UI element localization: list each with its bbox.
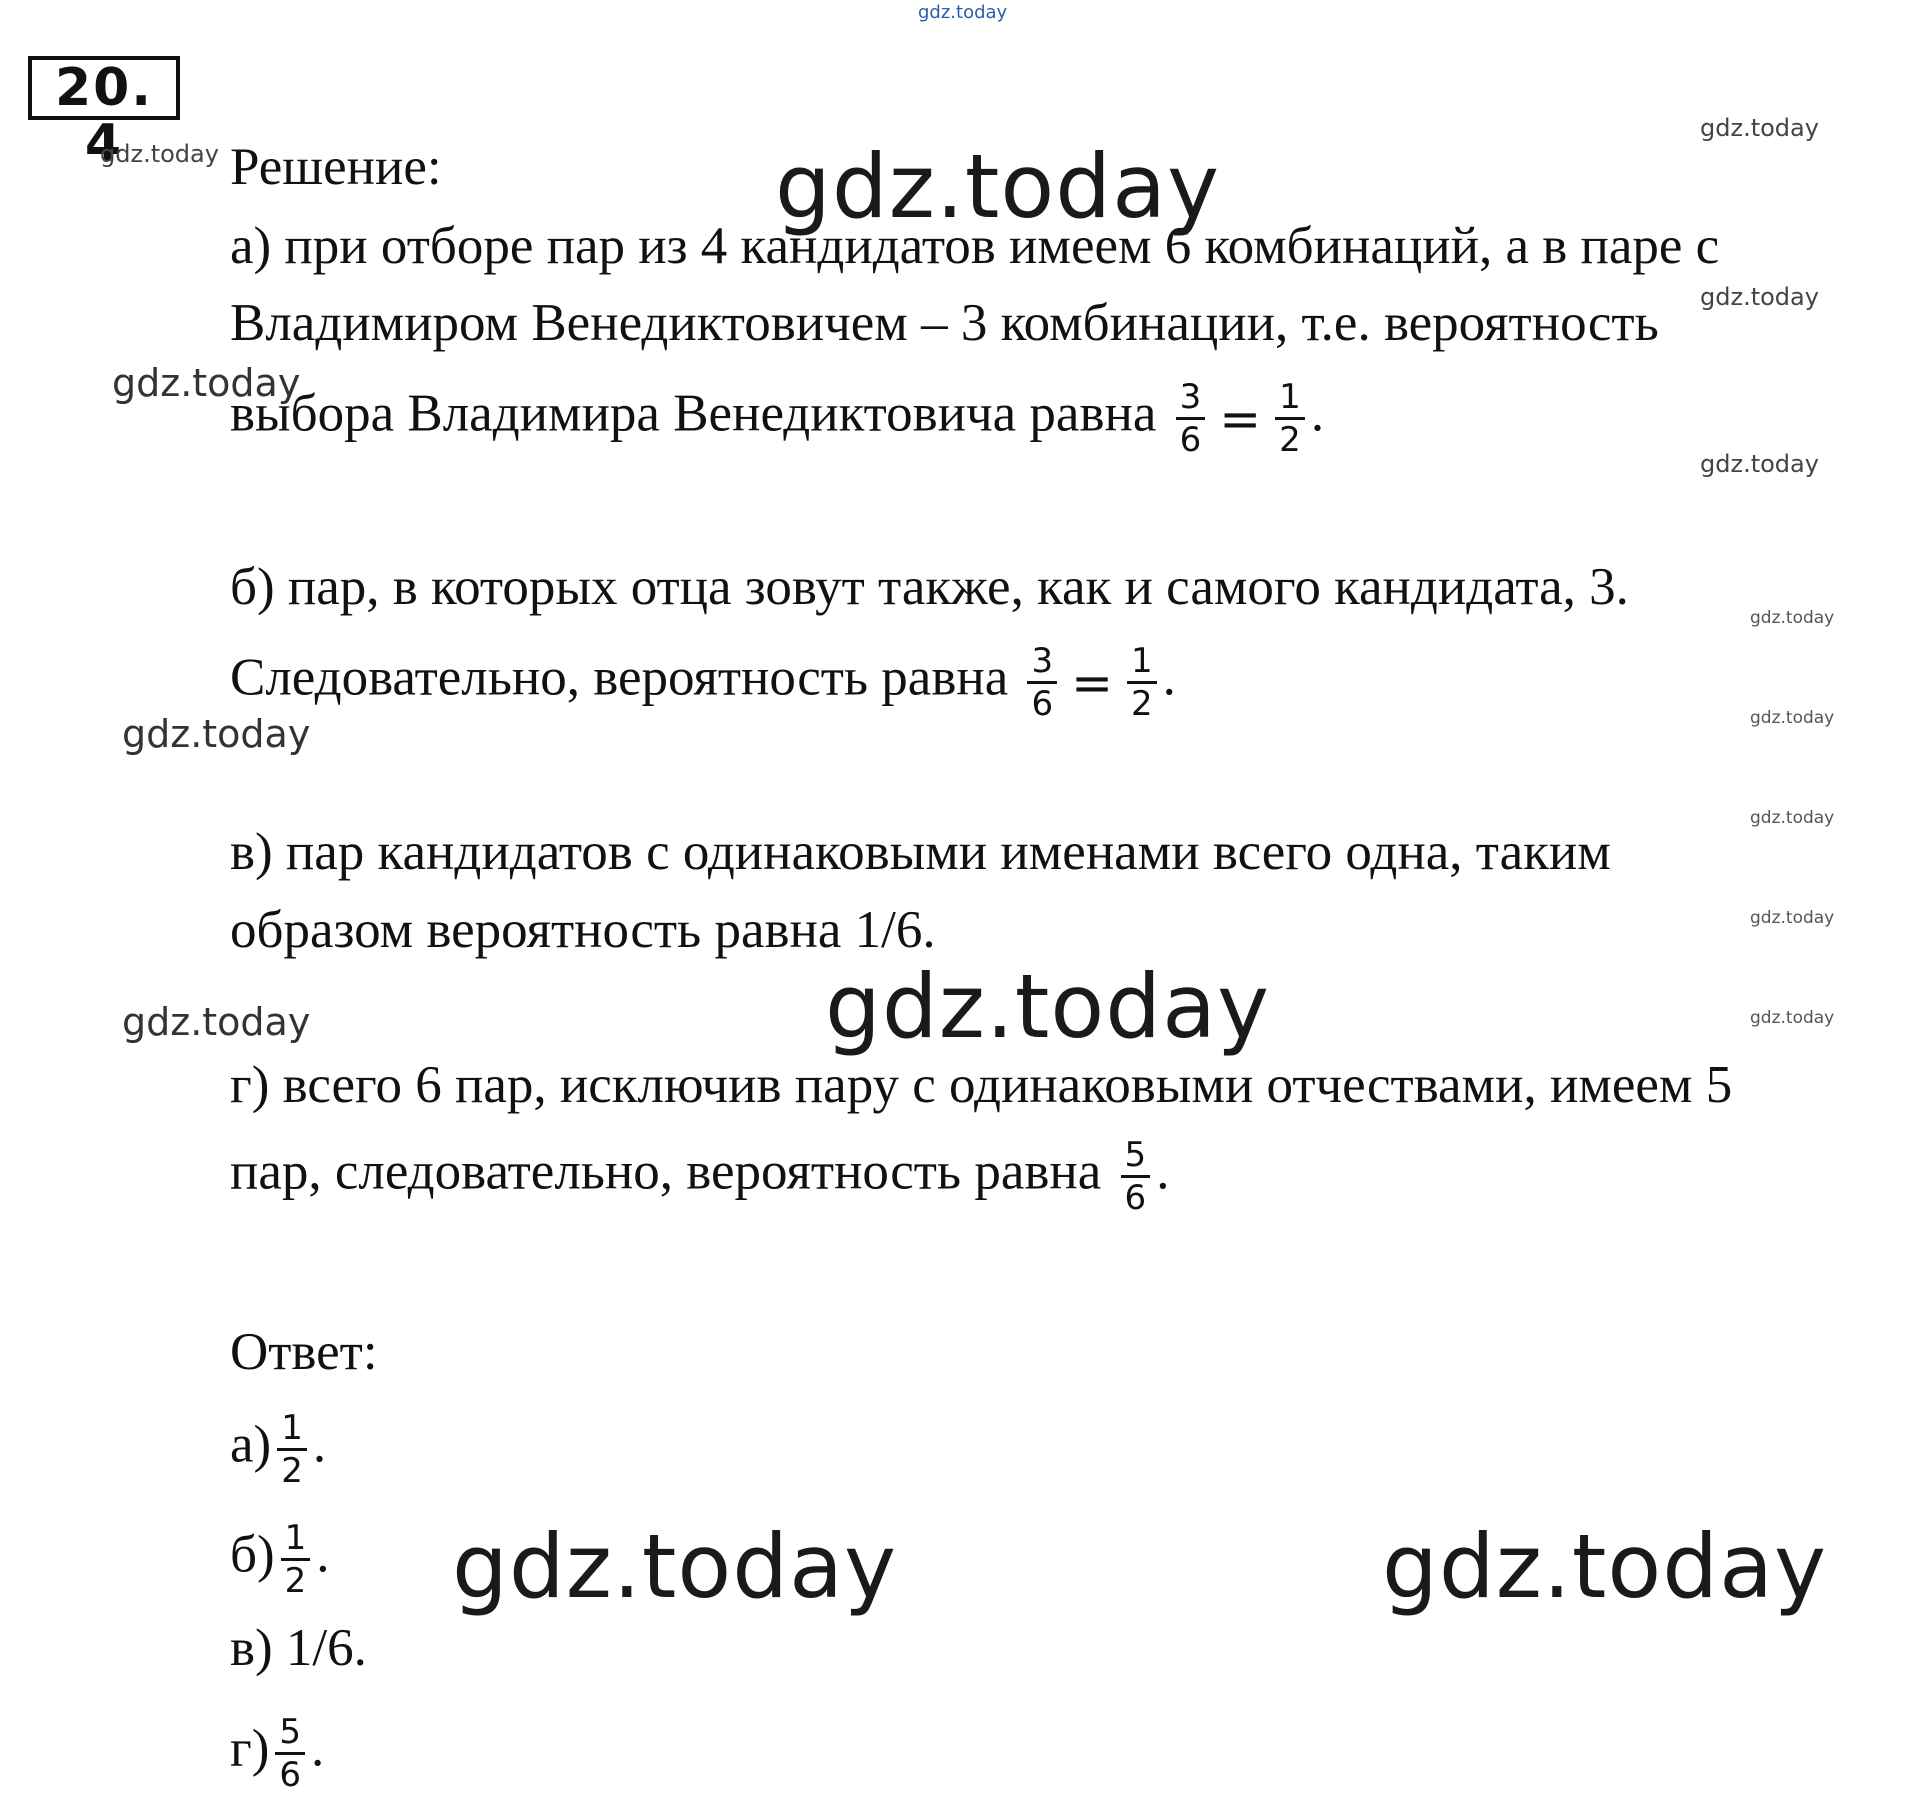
part-g-line-2 — [230, 1135, 1169, 1218]
answer-v: в) 1/6. — [230, 1619, 367, 1677]
period: . — [1310, 384, 1325, 443]
part-a-line-3-text: выбора Владимира Венедиктовича равна — [230, 384, 1157, 443]
period: . — [312, 1415, 327, 1474]
fraction-denominator: 6 — [279, 1755, 302, 1795]
part-v-line-1: в) пар кандидатов с одинаковыми именами всего одна, таким — [230, 823, 1611, 881]
watermark: gdz.today — [1750, 908, 1835, 928]
answer-a-fraction — [277, 1408, 307, 1491]
part-v-line-2: образом вероятность равна 1/6. — [230, 901, 936, 959]
part-a-line-1: а) при отборе пар из 4 кандидатов имеем 6 комбинаций, а в паре с — [230, 217, 1720, 275]
fraction-denominator: 2 — [1131, 684, 1153, 724]
part-g-fraction — [1121, 1135, 1151, 1218]
period: . — [1156, 1142, 1170, 1201]
answer-a — [230, 1408, 326, 1491]
watermark: gdz.today — [100, 140, 219, 168]
part-g-line-2-text: пар, следовательно, вероятность равна — [230, 1142, 1102, 1201]
part-g-line-1: г) всего 6 пар, исключив пару с одинаковыми отчествами, имеем 5 — [230, 1056, 1733, 1114]
fraction-numerator: 1 — [277, 1408, 307, 1451]
problem-number: 20. 4 — [28, 56, 180, 120]
answer-g-label: г) — [230, 1719, 270, 1778]
part-a-line-2: Владимиром Венедиктовичем – 3 комбинации, т.е. вероятность — [230, 294, 1659, 352]
part-a-fraction-2 — [1275, 377, 1305, 460]
watermark: gdz.today — [1750, 808, 1835, 828]
part-a-fraction-1 — [1176, 377, 1206, 460]
period: . — [316, 1525, 330, 1584]
fraction-numerator: 5 — [275, 1712, 305, 1755]
fraction-denominator: 2 — [284, 1561, 307, 1601]
watermark: gdz.today — [1700, 450, 1819, 478]
watermark: gdz.today — [122, 712, 311, 756]
part-b-line-2 — [230, 641, 1176, 724]
answer-g-fraction — [275, 1712, 305, 1795]
equals-sign: = — [1071, 653, 1114, 712]
fraction-denominator: 6 — [1124, 1178, 1147, 1218]
part-b-fraction-1 — [1027, 641, 1057, 724]
watermark: gdz.today — [122, 1000, 311, 1044]
watermark: gdz.today — [1700, 114, 1819, 142]
answer-b-label: б) — [230, 1525, 275, 1584]
fraction-numerator: 3 — [1176, 377, 1206, 420]
fraction-denominator: 6 — [1031, 684, 1054, 724]
answer-b — [230, 1518, 330, 1601]
fraction-denominator: 6 — [1179, 420, 1202, 460]
watermark: gdz.today — [1382, 1515, 1828, 1618]
part-b-line-2-text: Следовательно, вероятность равна — [230, 648, 1009, 707]
answer-a-label: а) — [230, 1415, 272, 1474]
fraction-denominator: 2 — [1279, 420, 1301, 460]
watermark: gdz.today — [775, 135, 1221, 238]
watermark: gdz.today — [1750, 708, 1835, 728]
part-a-line-3 — [230, 377, 1324, 460]
watermark: gdz.today — [112, 361, 301, 405]
watermark: gdz.today — [918, 2, 1008, 23]
fraction-numerator: 1 — [281, 1518, 311, 1561]
watermark: gdz.today — [1700, 283, 1819, 311]
watermark: gdz.today — [1750, 1008, 1835, 1028]
fraction-numerator: 3 — [1027, 641, 1057, 684]
fraction-numerator: 1 — [1127, 641, 1157, 684]
answer-heading: Ответ: — [230, 1323, 378, 1381]
fraction-denominator: 2 — [281, 1451, 303, 1491]
answer-b-fraction — [281, 1518, 311, 1601]
watermark: gdz.today — [1750, 608, 1835, 628]
part-b-line-1: б) пар, в которых отца зовут также, как и самого кандидата, 3. — [230, 558, 1629, 616]
solution-heading: Решение: — [230, 138, 442, 196]
answer-g — [230, 1712, 324, 1795]
equals-sign: = — [1219, 389, 1262, 448]
fraction-numerator: 5 — [1121, 1135, 1151, 1178]
watermark: gdz.today — [452, 1515, 898, 1618]
period: . — [311, 1719, 325, 1778]
period: . — [1162, 648, 1176, 707]
fraction-numerator: 1 — [1275, 377, 1305, 420]
part-b-fraction-2 — [1127, 641, 1157, 724]
watermark: gdz.today — [825, 955, 1271, 1058]
